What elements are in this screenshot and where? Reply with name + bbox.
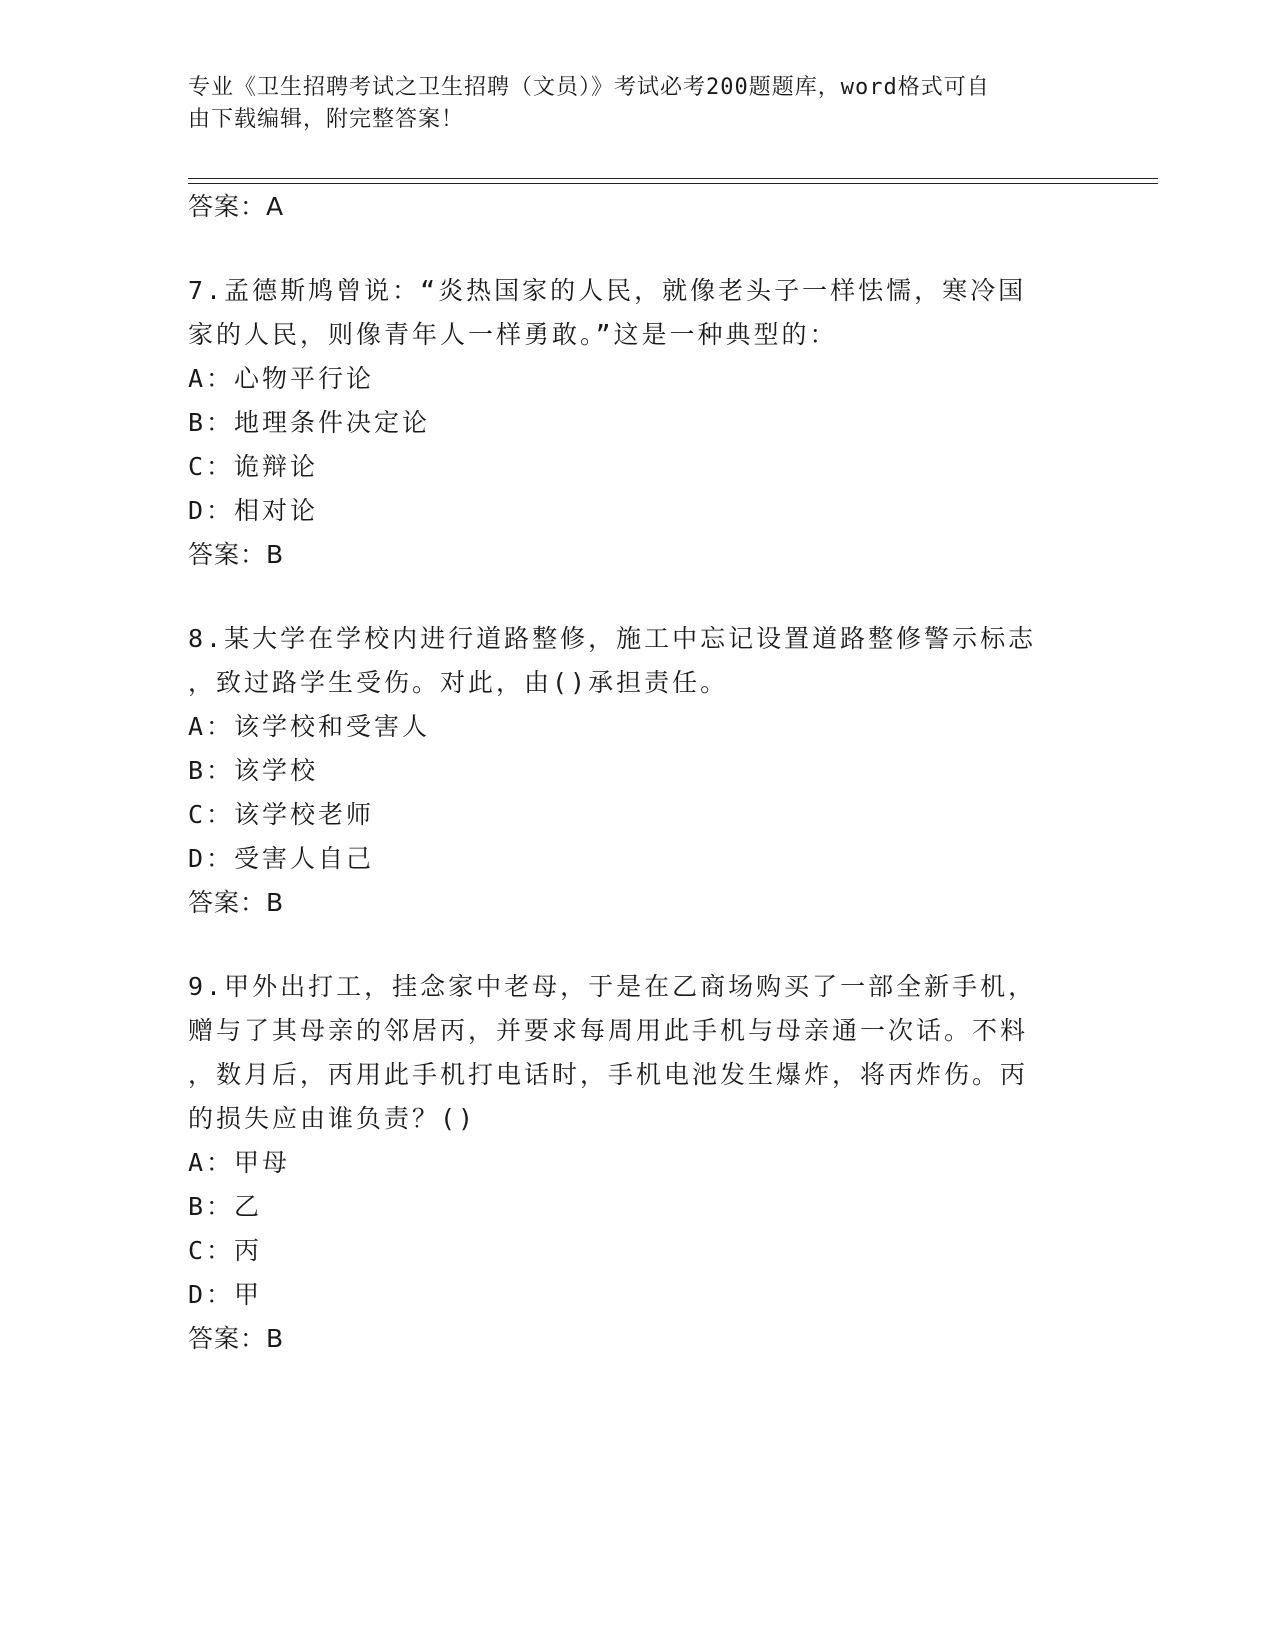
question-8-line-1: 8.某大学在学校内进行道路整修，施工中忘记设置道路整修警示标志 bbox=[188, 624, 1037, 653]
answer-prev: 答案：A bbox=[188, 192, 285, 221]
question-7-answer: 答案：B bbox=[188, 540, 285, 569]
question-8-option-a: A：该学校和受害人 bbox=[188, 712, 431, 741]
question-7-line-1: 7.孟德斯鸠曾说：“炎热国家的人民，就像老头子一样怯懦，寒冷国 bbox=[188, 276, 1027, 305]
question-9-option-b: B：乙 bbox=[188, 1192, 263, 1221]
question-7-line-2: 家的人民，则像青年人一样勇敢。”这是一种典型的： bbox=[188, 320, 838, 349]
page-header: 专业《卫生招聘考试之卫生招聘（文员）》考试必考200题题库，word格式可自 由下载编辑，附完整答案！ bbox=[188, 75, 990, 132]
header-divider-bottom bbox=[188, 183, 1158, 184]
question-8-answer: 答案：B bbox=[188, 888, 285, 917]
header-divider-top bbox=[188, 178, 1158, 179]
question-9-line-4: 的损失应由谁负责？() bbox=[188, 1104, 477, 1133]
question-8-option-b: B：该学校 bbox=[188, 756, 319, 785]
question-9-option-a: A：甲母 bbox=[188, 1148, 291, 1177]
question-8-option-d: D：受害人自己 bbox=[188, 844, 375, 873]
question-9-option-c: C：丙 bbox=[188, 1236, 263, 1265]
question-7-option-a: A：心物平行论 bbox=[188, 364, 375, 393]
question-9-answer: 答案：B bbox=[188, 1324, 285, 1353]
question-9-line-2: 赠与了其母亲的邻居丙，并要求每周用此手机与母亲通一次话。不料 bbox=[188, 1016, 1029, 1045]
question-9-line-1: 9.甲外出打工，挂念家中老母，于是在乙商场购买了一部全新手机， bbox=[188, 972, 1037, 1001]
question-8-line-2: ，致过路学生受伤。对此，由()承担责任。 bbox=[188, 668, 729, 697]
question-7-option-c: C：诡辩论 bbox=[188, 452, 319, 481]
question-8-option-c: C：该学校老师 bbox=[188, 800, 375, 829]
question-7-option-d: D：相对论 bbox=[188, 496, 319, 525]
question-9-line-3: ，数月后，丙用此手机打电话时，手机电池发生爆炸，将丙炸伤。丙 bbox=[188, 1060, 1029, 1089]
question-7-option-b: B：地理条件决定论 bbox=[188, 408, 431, 437]
question-9-option-d: D：甲 bbox=[188, 1280, 263, 1309]
